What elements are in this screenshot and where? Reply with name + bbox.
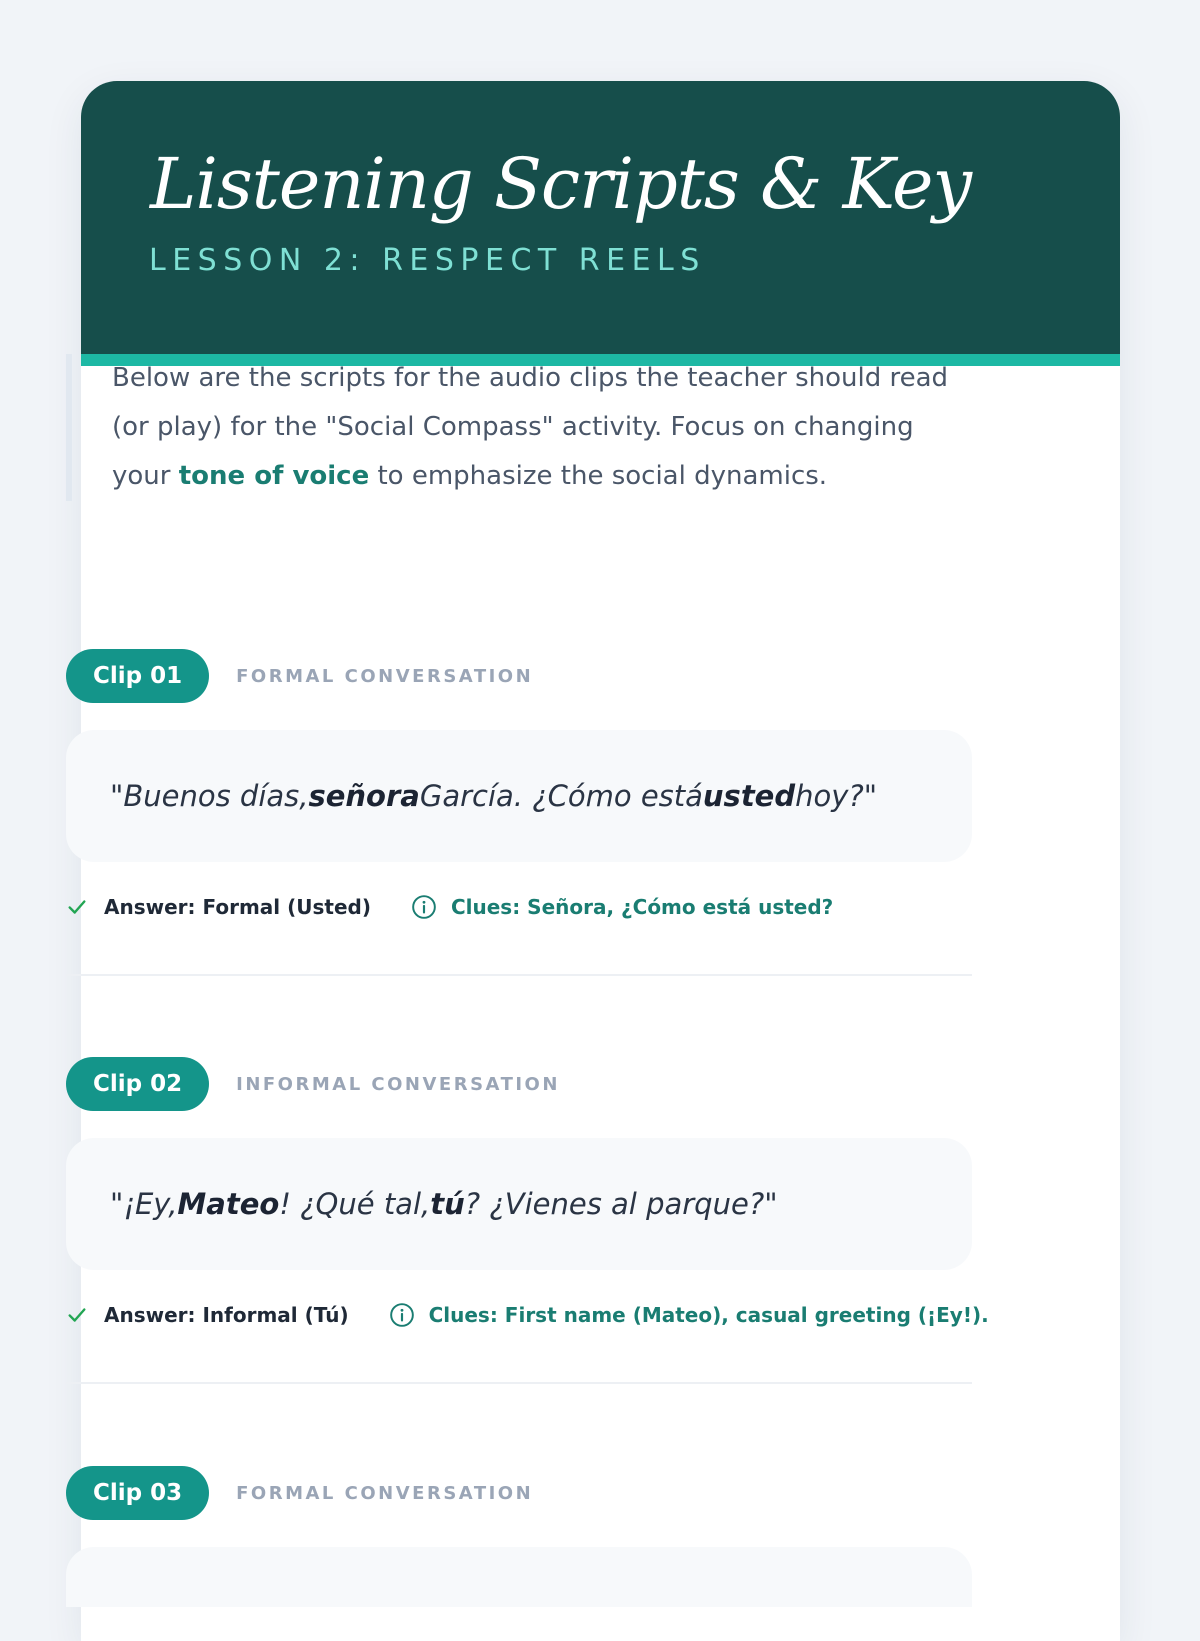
- clip-badge: Clip 01: [66, 649, 209, 703]
- clip-header: [66, 1057, 972, 1111]
- script-text: García. ¿Cómo está: [419, 779, 703, 813]
- check-icon: [66, 1304, 88, 1326]
- script-text: ? ¿Vienes al parque?": [464, 1187, 778, 1221]
- clip-type-label: FORMAL CONVERSATION: [236, 665, 534, 687]
- intro-callout: [66, 354, 972, 501]
- clues: [389, 1302, 989, 1328]
- clip-badge: Clip 02: [66, 1057, 209, 1111]
- script-emphasis: Mateo: [177, 1187, 280, 1221]
- script-emphasis: señora: [308, 779, 420, 813]
- intro-text-start: Below are the scripts for the audio clips the teacher should read (or play) for the "Social Compass" activity. Focus on changing your: [112, 363, 949, 491]
- info-icon: [411, 894, 437, 920]
- clip-section-3: [66, 1466, 972, 1607]
- section-divider: [66, 974, 972, 976]
- intro-text-end: to emphasize the social dynamics.: [369, 461, 828, 491]
- script-text: "Buenos días,: [110, 779, 309, 813]
- check-icon: [66, 896, 88, 918]
- clip-script: [66, 1138, 972, 1270]
- section-divider: [66, 1382, 972, 1384]
- clues-text: Clues: Señora, ¿Cómo está usted?: [450, 895, 834, 919]
- answer-text: Answer: Formal (Usted): [104, 895, 371, 919]
- script-emphasis: usted: [702, 779, 796, 813]
- intro-highlight: tone of voice: [178, 461, 370, 491]
- clip-section-2: [66, 1057, 989, 1384]
- script-text: "¡Ey,: [110, 1187, 178, 1221]
- script-text: ! ¿Qué tal,: [279, 1187, 431, 1221]
- clip-answer-row: [66, 892, 972, 922]
- clip-header: [66, 1466, 972, 1520]
- answer: [66, 895, 371, 919]
- answer: [66, 1303, 349, 1327]
- lesson-subtitle: LESSON 2: RESPECT REELS: [149, 243, 706, 278]
- clip-section-1: [66, 649, 972, 976]
- answer-text: Answer: Informal (Tú): [104, 1303, 349, 1327]
- page-title: Listening Scripts & Key: [150, 143, 972, 225]
- clip-badge: Clip 03: [66, 1466, 209, 1520]
- header-banner: [81, 81, 1120, 366]
- clip-answer-row: [66, 1300, 989, 1330]
- script-text: hoy?": [795, 779, 878, 813]
- clip-type-label: FORMAL CONVERSATION: [236, 1482, 534, 1504]
- info-icon: [389, 1302, 415, 1328]
- clip-type-label: INFORMAL CONVERSATION: [236, 1073, 560, 1095]
- clues-text: Clues: First name (Mateo), casual greeting (¡Ey!).: [428, 1303, 989, 1327]
- clip-script: [66, 1547, 972, 1607]
- clip-script: [66, 730, 972, 862]
- clues: [411, 894, 833, 920]
- script-emphasis: tú: [430, 1187, 465, 1221]
- clip-header: [66, 649, 972, 703]
